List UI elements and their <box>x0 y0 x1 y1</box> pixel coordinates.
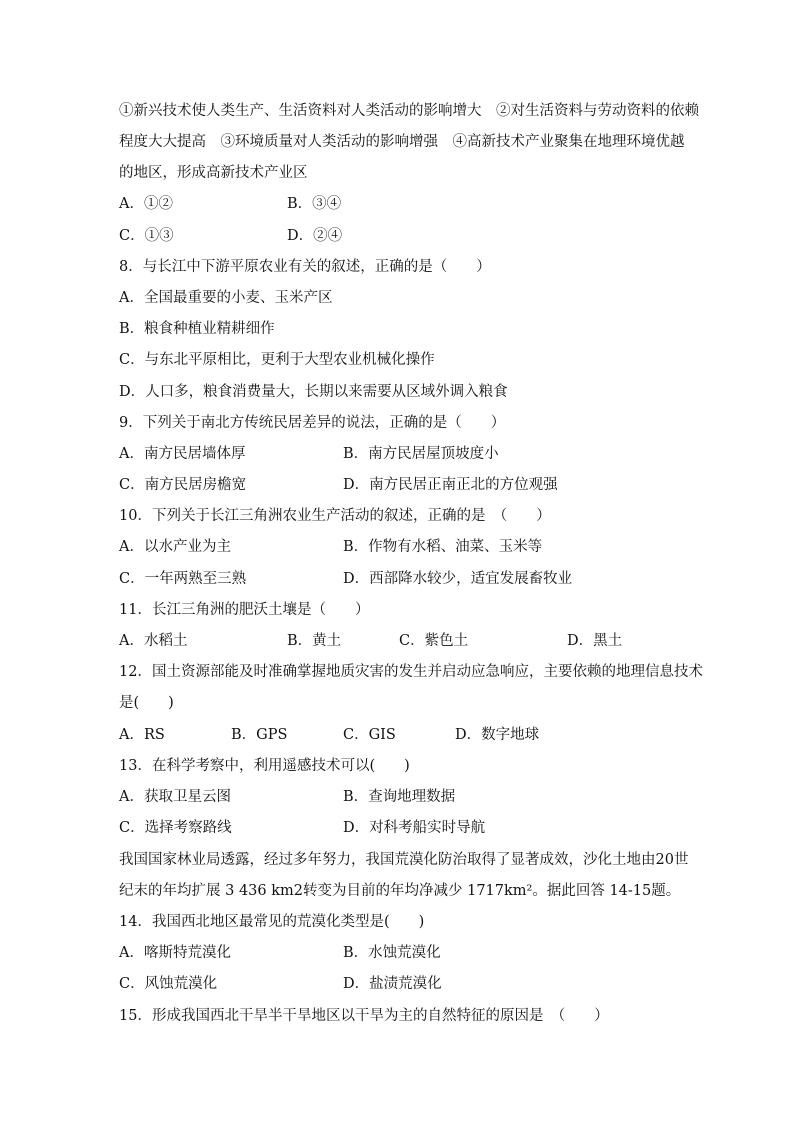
q12-option-a: A．RS <box>119 727 165 743</box>
q7-option-b: B．③④ <box>287 196 342 212</box>
intro-line-3: 的地区，形成高新技术产业区 <box>119 165 308 181</box>
q10-option-b: B．作物有水稻、油菜、玉米等 <box>343 539 543 555</box>
q11-option-a: A．水稻土 <box>119 633 188 649</box>
q14-option-c: C．风蚀荒漠化 <box>119 976 218 992</box>
q12-option-d: D．数字地球 <box>455 727 540 743</box>
intro-line-1: ①新兴技术使人类生产、生活资料对人类活动的影响增大 ②对生活资料与劳动资料的依赖 <box>119 103 699 119</box>
q10-option-c: C．一年两熟至三熟 <box>119 571 247 587</box>
q13-stem: 13．在科学考察中，利用遥感技术可以( ) <box>119 758 410 774</box>
q14-option-a: A．喀斯特荒漠化 <box>119 945 231 961</box>
q9-option-a: A．南方民居墙体厚 <box>119 446 246 462</box>
q7-option-d: D．②④ <box>287 228 343 244</box>
q10-stem: 10．下列关于长江三角洲农业生产活动的叙述，正确的是 （ ） <box>119 508 551 524</box>
q13-option-c: C．选择考察路线 <box>119 820 232 836</box>
q12-option-b: B．GPS <box>231 727 288 743</box>
q8-stem: 8．与长江中下游平原农业有关的叙述，正确的是（ ） <box>119 259 491 275</box>
q13-option-b: B．查询地理数据 <box>343 789 456 805</box>
q14-option-b: B．水蚀荒漠化 <box>343 945 441 961</box>
q12-stem-line-2: 是( ) <box>119 695 174 711</box>
q8-option-c: C．与东北平原相比，更利于大型农业机械化操作 <box>119 352 435 368</box>
q7-option-a: A．①② <box>119 196 173 212</box>
q7-option-c: C．①③ <box>119 228 174 244</box>
q10-option-a: A．以水产业为主 <box>119 539 231 555</box>
q9-option-d: D．南方民居正南正北的方位观强 <box>343 477 558 493</box>
q15-stem: 15．形成我国西北干旱半干旱地区以干旱为主的自然特征的原因是 （ ） <box>119 1008 609 1024</box>
q9-stem: 9．下列关于南北方传统民居差异的说法，正确的是（ ） <box>119 415 506 431</box>
material-line-1: 我国国家林业局透露，经过多年努力，我国荒漠化防治取得了显著成效，沙化土地由20世 <box>119 852 689 868</box>
q14-option-d: D．盐渍荒漠化 <box>343 976 442 992</box>
q10-option-d: D．西部降水较少，适宜发展畜牧业 <box>343 571 573 587</box>
q11-option-b: B．黄土 <box>287 633 342 649</box>
q9-option-b: B．南方民居屋顶坡度小 <box>343 446 499 462</box>
intro-line-2: 程度大大提高 ③环境质量对人类活动的影响增强 ④高新技术产业聚集在地理环境优越 <box>119 134 685 150</box>
q12-option-c: C．GIS <box>343 727 396 743</box>
q11-option-d: D．黑土 <box>567 633 623 649</box>
q12-stem-line-1: 12．国土资源部能及时准确掌握地质灾害的发生并启动应急响应，主要依赖的地理信息技术 <box>119 664 703 680</box>
material-line-2: 纪末的年均扩展 3 436 km2转变为目前的年均净减少 1717km²。据此回答 14-15题。 <box>119 883 681 899</box>
q13-option-a: A．获取卫星云图 <box>119 789 231 805</box>
q8-option-b: B．粮食种植业精耕细作 <box>119 321 275 337</box>
q14-stem: 14．我国西北地区最常见的荒漠化类型是( ) <box>119 914 425 930</box>
q13-option-d: D．对科考船实时导航 <box>343 820 486 836</box>
q11-stem: 11．长江三角洲的肥沃土壤是（ ） <box>119 602 370 618</box>
q8-option-d: D．人口多，粮食消费量大，长期以来需要从区域外调入粮食 <box>119 384 508 400</box>
q11-option-c: C．紫色土 <box>399 633 469 649</box>
q9-option-c: C．南方民居房檐宽 <box>119 477 247 493</box>
q8-option-a: A．全国最重要的小麦、玉米产区 <box>119 290 333 306</box>
